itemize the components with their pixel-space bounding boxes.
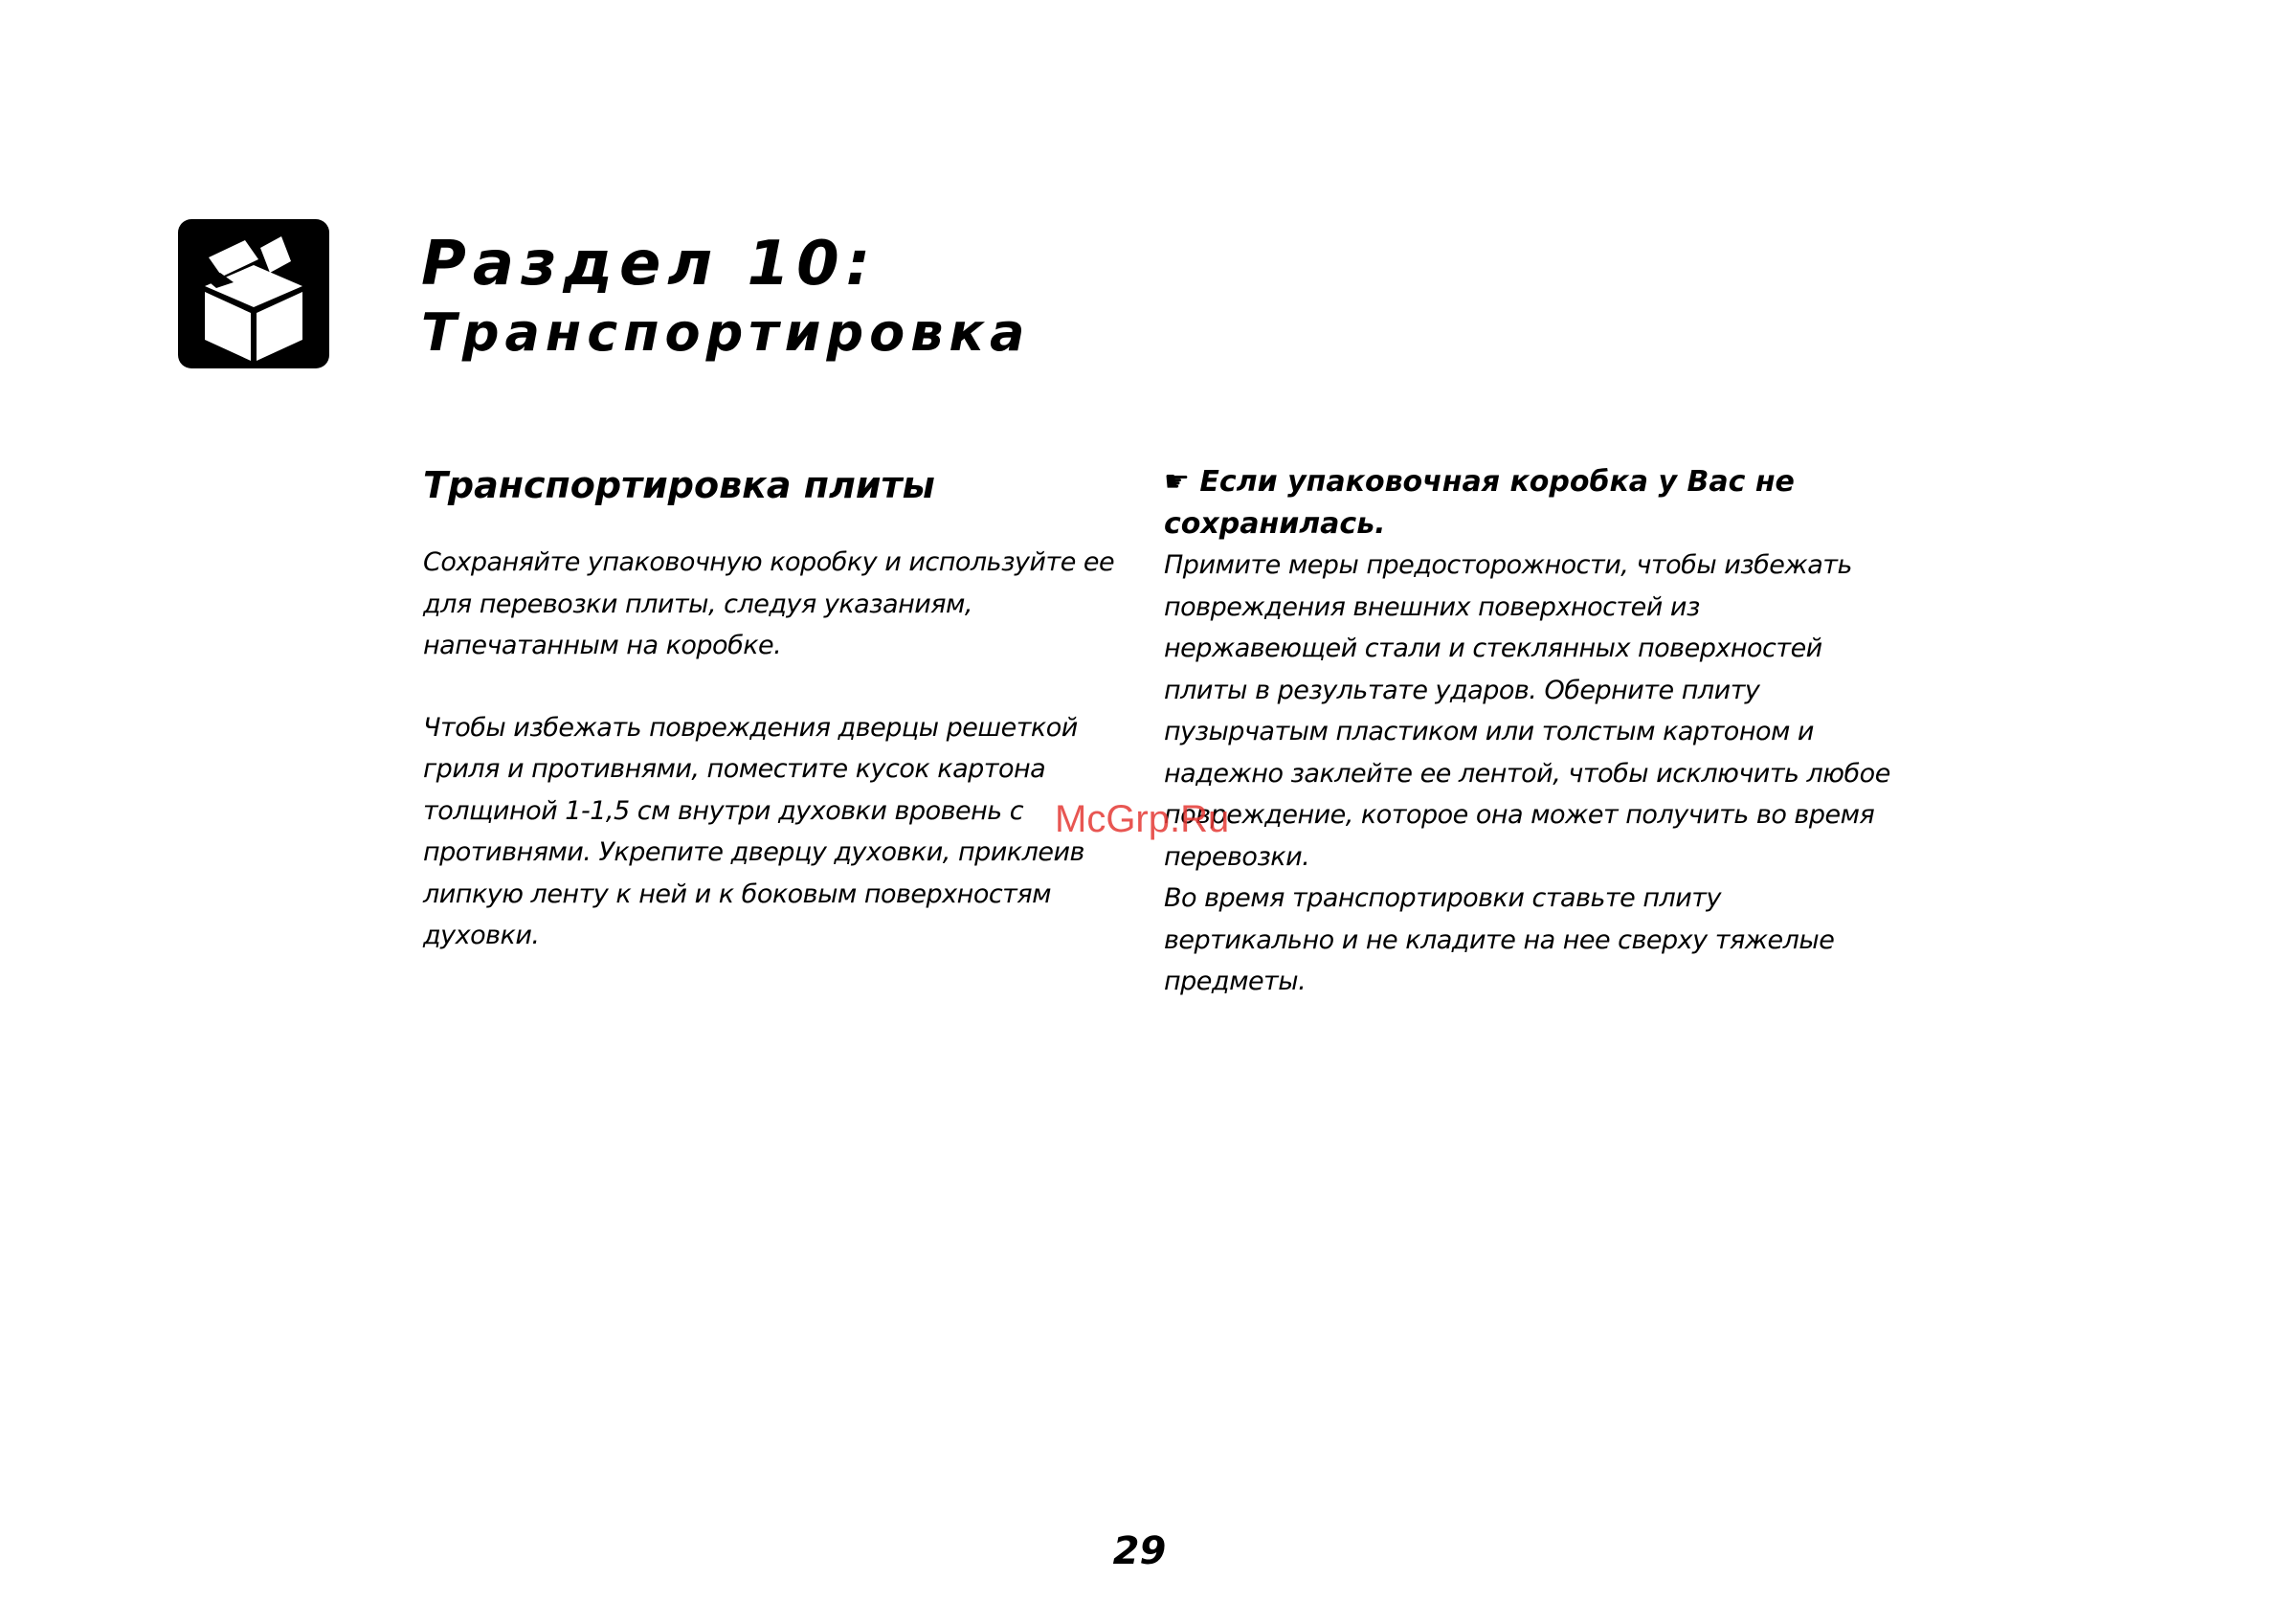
section-number: Раздел 10: (421, 229, 878, 300)
note-heading-text: Если упаковочная коробка у Вас не сохранилась. (1164, 465, 1795, 541)
paragraph-door-protection: Чтобы избежать повреждения дверцы решеткой гриля и противнями, поместите кусок картона толщиной 1-1,5 см внутри духовки вровень с противнями. Укрепите дверцу духовки, приклеив липкую ленту к ней и к боковым поверхностям духовки. (423, 712, 1084, 950)
note-heading (1164, 461, 1891, 545)
left-column (423, 461, 1131, 997)
note-body-transport: Во время транспортировки ставьте плиту вертикально и не кладите на нее сверху тяжелые предметы. (1164, 883, 1835, 996)
open-box-icon (178, 219, 329, 368)
watermark: McGrp.Ru (1055, 798, 1230, 840)
right-column (1164, 461, 1891, 1003)
paragraph-packaging: Сохраняйте упаковочную коробку и используйте ее для перевозки плиты, следуя указаниям, напечатанным на коробке. (423, 547, 1115, 660)
section-header (421, 226, 1030, 364)
note-body: Примите меры предосторожности, чтобы избежать повреждения внешних поверхностей из нержавеющей стали и стеклянных поверхностей плиты в результате ударов. Оберните плиту пузырчатым пластиком или толстым картоном и надежно заклейте ее лентой, чтобы исключить любое повреждение, которое она может получить во время перевозки. (1164, 550, 1890, 872)
pointing-hand-icon: ☛ (1164, 465, 1190, 499)
section-title: Транспортировка (421, 302, 1031, 363)
subsection-heading: Транспортировка плиты (423, 464, 935, 506)
page-number: 29 (1112, 1529, 1167, 1573)
